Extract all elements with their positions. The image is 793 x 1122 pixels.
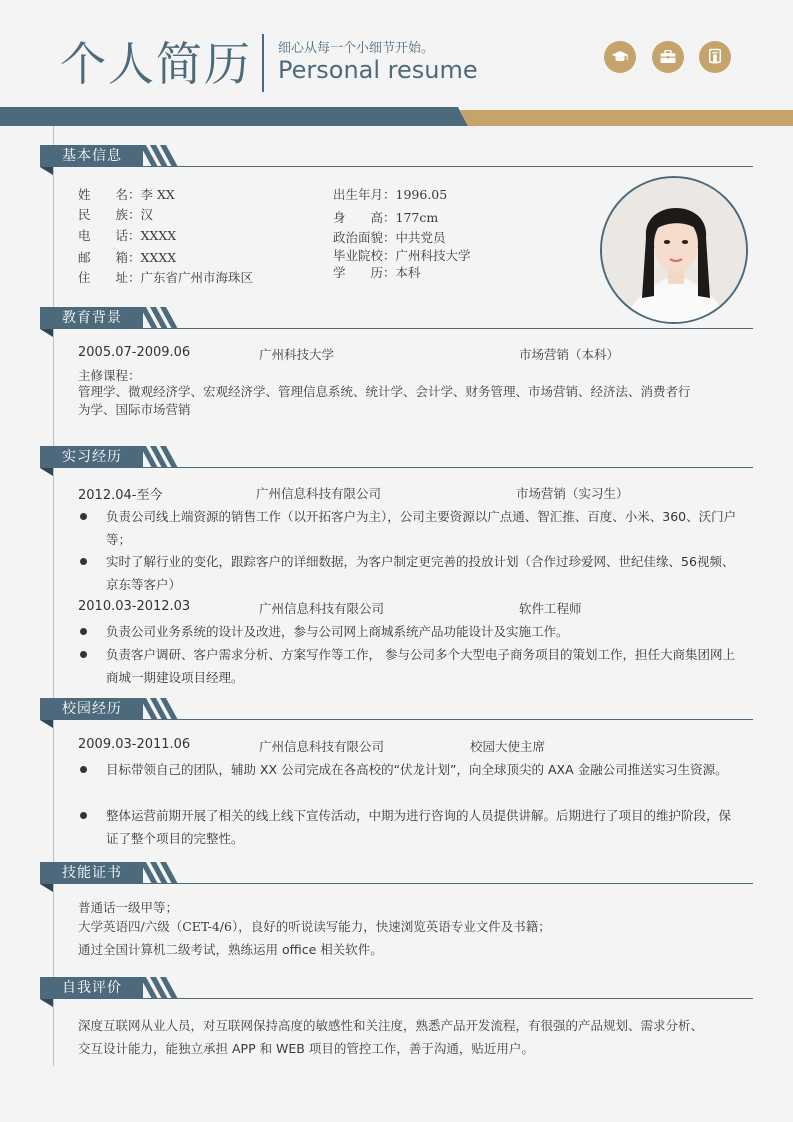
stripes-decoration <box>140 145 180 167</box>
section-title: 教育背景 <box>40 307 143 329</box>
section-header-education <box>40 307 753 329</box>
bullet-dot <box>80 628 87 635</box>
info-value: XXXX <box>140 250 177 265</box>
list-item: 负责公司业务系统的设计及改进，参与公司网上商城系统产品功能设计及实施工作。 <box>78 620 738 643</box>
info-label: 住 址： <box>78 270 141 285</box>
stripes-decoration <box>140 862 180 884</box>
campus-date: 2009.03-2011.06 <box>78 737 191 752</box>
campus-role: 校园大使主席 <box>470 739 546 754</box>
stripes-decoration <box>140 977 180 999</box>
info-value: 本科 <box>395 265 421 280</box>
education-date: 2005.07-2009.06 <box>78 345 191 360</box>
section-title: 实习经历 <box>40 446 143 468</box>
skill-line: 通过全国计算机二级考试，熟练运用 office 相关软件。 <box>78 942 383 957</box>
info-row <box>333 185 447 203</box>
list-item: 整体运营前期开展了相关的线上线下宣传活动，中期为进行咨询的人员提供讲解。后期进行了项目的维护阶段，保证了整个项目的完整性。 <box>78 804 738 850</box>
section-title: 校园经历 <box>40 698 143 720</box>
info-row <box>78 226 176 244</box>
section-rule <box>143 166 753 167</box>
section-fold <box>40 167 53 175</box>
bullet-dot <box>80 513 87 520</box>
graduation-cap-icon <box>604 41 636 73</box>
bullet-dot <box>80 812 87 819</box>
section-fold <box>40 720 53 728</box>
education-major: 市场营销（本科） <box>519 347 620 362</box>
job-date: 2012.04-至今 <box>78 488 163 503</box>
profile-photo <box>600 176 748 324</box>
section-rule <box>143 328 753 329</box>
job-company: 广州信息科技有限公司 <box>256 486 382 501</box>
info-value: XXXX <box>140 228 177 243</box>
certificate-icon <box>699 41 731 73</box>
list-item: 负责客户调研、客户需求分析、方案写作等工作， 参与公司多个大型电子商务项目的策划工作，担任大商集团网上商城一期建设项目经理。 <box>78 643 738 689</box>
info-value: 中共党员 <box>395 230 446 245</box>
info-row <box>78 185 175 203</box>
info-label: 身 高： <box>333 210 396 225</box>
self-eval-line: 深度互联网从业人员，对互联网保持高度的敏感性和关注度，熟悉产品开发流程，有很强的产品规划、需求分析、 <box>78 1018 704 1033</box>
info-label: 电 话： <box>78 228 141 243</box>
header-band-gold <box>460 110 793 126</box>
header-band-blue <box>0 107 468 126</box>
stripes-decoration <box>140 307 180 329</box>
page-title: 个人简历 <box>60 37 252 91</box>
info-label: 政治面貌： <box>333 230 396 245</box>
section-fold <box>40 884 53 892</box>
campus-company: 广州信息科技有限公司 <box>259 739 385 754</box>
info-value: 1996.05 <box>395 187 448 202</box>
info-label: 姓 名： <box>78 187 141 202</box>
section-title: 基本信息 <box>40 145 143 167</box>
job-role: 市场营销（实习生） <box>516 486 629 501</box>
courses-line: 为学、国际市场营销 <box>78 402 191 417</box>
info-row <box>78 248 176 266</box>
section-title: 技能证书 <box>40 862 143 884</box>
skill-line: 大学英语四/六级（CET-4/6），良好的听说读写能力，快速浏览英语专业文件及书籍； <box>78 919 551 934</box>
list-item: 目标带领自己的团队，辅助 XX 公司完成在各高校的“伏龙计划”，向全球顶尖的 AXA 金融公司推送实习生资源。 <box>78 758 738 781</box>
stripes-decoration <box>140 698 180 720</box>
skill-line: 普通话一级甲等； <box>78 900 179 915</box>
section-header-self <box>40 977 753 999</box>
section-rule <box>143 467 753 468</box>
info-row <box>78 205 153 223</box>
bullet-dot <box>80 766 87 773</box>
self-eval-line: 交互设计能力，能独立承担 APP 和 WEB 项目的管控工作，善于沟通，贴近用户。 <box>78 1041 534 1056</box>
briefcase-icon <box>652 41 684 73</box>
section-rule <box>143 883 753 884</box>
info-row <box>333 208 438 226</box>
section-fold <box>40 329 53 337</box>
header-subtitle-cn: 细心从每一个小细节开始。 <box>278 41 435 56</box>
timeline-line <box>53 126 54 1066</box>
job-company: 广州信息科技有限公司 <box>259 601 385 616</box>
info-value: 177cm <box>395 210 439 225</box>
info-value: 广州科技大学 <box>395 248 471 263</box>
info-row <box>333 246 471 264</box>
info-label: 出生年月： <box>333 187 396 202</box>
info-row <box>333 228 446 246</box>
section-rule <box>143 719 753 720</box>
section-header-campus <box>40 698 753 720</box>
info-label: 毕业院校： <box>333 248 396 263</box>
info-label: 民 族： <box>78 207 141 222</box>
info-value: 广东省广州市海珠区 <box>140 270 254 285</box>
bullet-dot <box>80 651 87 658</box>
section-header-internship <box>40 446 753 468</box>
section-header-skills <box>40 862 753 884</box>
courses-label: 主修课程： <box>78 368 141 383</box>
info-value: 汉 <box>140 207 154 222</box>
header-divider <box>262 34 264 92</box>
courses-line: 管理学、微观经济学、宏观经济学、管理信息系统、统计学、会计学、财务管理、市场营销、经济法、消费者行 <box>78 384 691 399</box>
section-fold <box>40 999 53 1007</box>
info-value: 李 XX <box>140 187 175 202</box>
list-item: 负责公司线上端资源的销售工作（以开拓客户为主），公司主要资源以广点通、智汇推、百度、小米、360、沃门户等； <box>78 505 738 551</box>
section-rule <box>143 998 753 999</box>
section-title: 自我评价 <box>40 977 143 999</box>
job-role: 软件工程师 <box>519 601 582 616</box>
info-row <box>333 263 421 281</box>
header-subtitle-en: Personal resume <box>278 56 478 84</box>
job-date: 2010.03-2012.03 <box>78 599 191 614</box>
info-label: 学 历： <box>333 265 396 280</box>
stripes-decoration <box>140 446 180 468</box>
list-item: 实时了解行业的变化，跟踪客户的详细数据，为客户制定更完善的投放计划（合作过珍爱网、世纪佳缘、56视频、京东等客户） <box>78 550 738 596</box>
bullet-dot <box>80 558 87 565</box>
section-fold <box>40 468 53 476</box>
info-row <box>78 268 253 286</box>
info-label: 邮 箱： <box>78 250 141 265</box>
education-school: 广州科技大学 <box>259 347 335 362</box>
section-header-basic <box>40 145 753 167</box>
